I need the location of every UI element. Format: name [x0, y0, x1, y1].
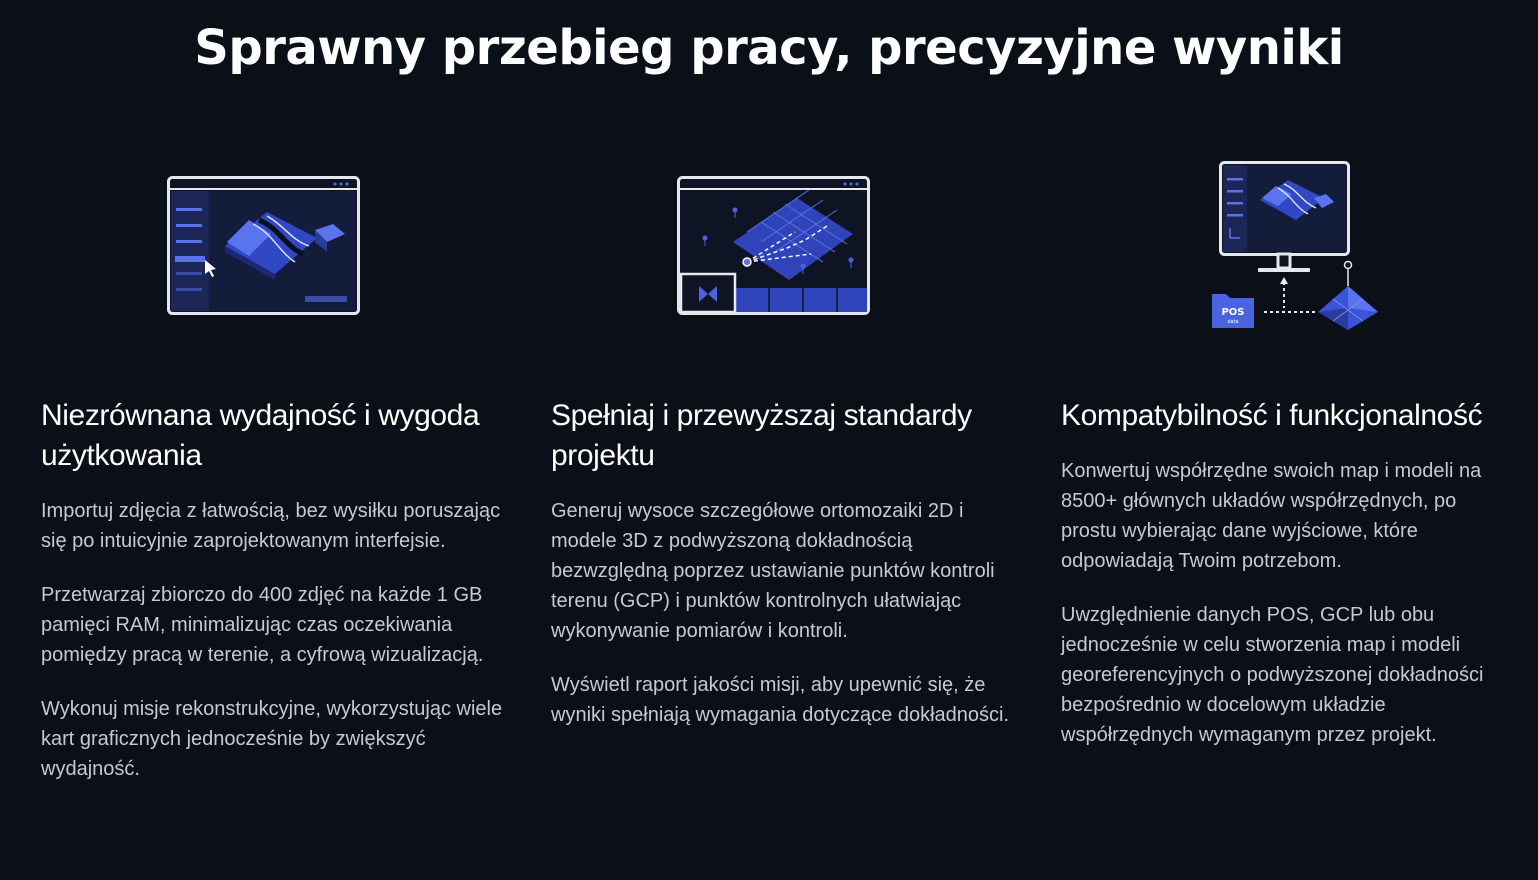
page-title: Sprawny przebieg pracy, precyzyjne wyniki	[194, 20, 1344, 76]
feature-paragraph: Wykonuj misje rekonstrukcyjne, wykorzystując wiele kart graficznych jednocześnie by zwiększyć wydajność.	[41, 698, 503, 780]
feature-title: Kompatybilność i funkcjonalność	[1061, 399, 1483, 432]
feature-paragraph: Importuj zdjęcia z łatwością, bez wysiłku poruszając się po intuicyjnie zaprojektowanym interfejsie.	[41, 500, 501, 552]
feature-paragraph: Uwzględnienie danych POS, GCP lub obu jednocześnie w celu stworzenia map i modeli georeferencyjnych o podwyższonej dokładności bezpośrednio w docelowym układzie współrzędnych wymaganym przez projekt.	[1061, 604, 1484, 746]
pos-label: POS	[1221, 307, 1245, 318]
ground-control-points-icon	[677, 176, 873, 324]
feature-paragraph: Wyświetl raport jakości misji, aby upewnić się, że wyniki spełniają wymagania dotyczące dokładności.	[551, 674, 1010, 726]
feature-description	[41, 496, 511, 808]
feature-title: Niezrównana wydajność i wygoda użytkowania	[41, 399, 480, 472]
feature-title: Spełniaj i przewyższaj standardy projektu	[551, 399, 972, 472]
feature-paragraph: Konwertuj współrzędne swoich map i modeli na 8500+ głównych układów współrzędnych, po prostu wybierając dane wyjściowe, które odpowiadają Twoim potrzebom.	[1061, 460, 1482, 572]
feature-description	[1061, 456, 1516, 774]
software-window-3d-map-icon	[167, 176, 363, 324]
feature-paragraph: Generuj wysoce szczegółowe ortomozaiki 2D i modele 3D z podwyższoną dokładnością bezwzględną poprzez ustawianie punktów kontroli terenu (GCP) i punktów kontrolnych ułatwiając wykonywanie pomiarów i kontroli.	[551, 500, 995, 642]
pos-sublabel: data	[1227, 319, 1239, 325]
feature-paragraph: Przetwarzaj zbiorczo do 400 zdjęć na każde 1 GB pamięci RAM, minimalizując czas oczekiwania pomiędzy pracą w terenie, a cyfrową wizualizacją.	[41, 584, 484, 666]
monitor-pos-data-icon	[1206, 158, 1382, 340]
feature-description	[551, 496, 1021, 754]
